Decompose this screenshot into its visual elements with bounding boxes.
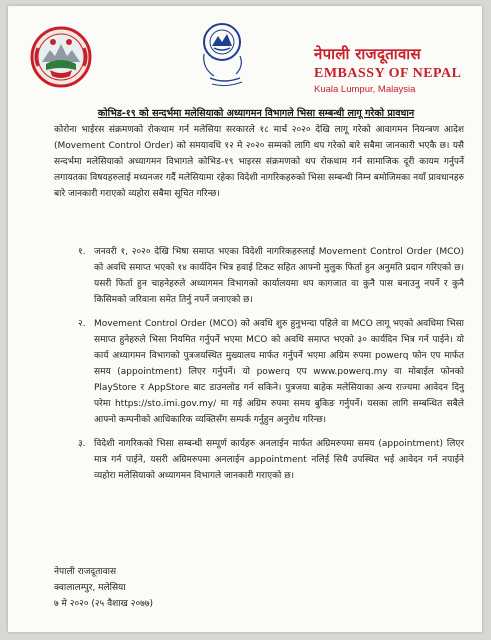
list-item [78,316,464,428]
provisions-list [78,244,464,492]
intro-paragraph: कोरोना भाईरस संक्रमणको रोकथाम गर्न मलेसिया सरकारले १८ मार्च २०२० देखि लागू गरेको आवागमन नियन्त्रण आदेश (Movement Control Order) को समयावधि १२ मे २०२० सम्मको लागि थप गरेको बारे सबैमा जानकारी भएकै छ। यसै सन्दर्भमा मलेसियाको अध्यागमन विभागले कोभिड-१९ भाइरस संक्रमणको थप रोकथाम गर्न सामाजिक दूरी कायम गर्नुपर्ने लगायतका विषयहरुलाई मध्यनजर गर्दै मलेसियामा रहेका विदेशी नागरिकहरुको भिसा सम्बन्धी निम्न बमोजिमका नयाँ प्रावधानहरु बारे जानकारी गराएको व्यहोरा सबैमा सूचित गरिन्छ। [54,125,464,199]
list-item [78,436,464,484]
letterhead [314,44,464,95]
list-item-text: जनवरी १, २०२० देखि भिषा समाप्त भएका विदेशी नागरिकहरुलाई Movement Control Order (MCO) को अवधि समाप्त भएको १४ कार्यदिन भित्र हवाई टिकट सहित आफ्नो मुलुक फिर्ता हुन अनुमति प्रदान गरिएको छ। यसरी फिर्ता हुन चाहनेहरुले अध्यागमन विभागको कार्यालयमा थप कागजात वा कुनै पास बनाउनु नपर्ने र कुनै किसिमको जरिवाना समेत तिर्नु नपर्ने जनाएको छ। [94,247,464,305]
embassy-location: Kuala Lumpur, Malaysia [314,84,416,95]
signature-city: क्वालालम्पुर, मलेसिया [54,583,126,593]
embassy-seal-stamp [190,18,260,90]
list-item-number: १. [78,247,86,257]
letter-page [8,6,482,632]
list-item [78,244,464,308]
embassy-name-en: EMBASSY OF NEPAL [314,66,462,81]
list-item-number: ३. [78,439,86,449]
list-item-number: २. [78,319,86,329]
notice-title: कोभिड-१९ को सन्दर्भमा मलेसियाको अध्यागमन विभागले भिसा सम्बन्धी लागू गरेको प्रावधान [97,108,415,119]
list-item-text: विदेशी नागरिकको भिसा सम्बन्धी सम्पूर्ण कार्यहरु अनलाईन मार्फत अग्रिमरुपमा समय (appointment) लिएर मात्र गर्न पाईने, यसरी अग्रिमरुपमा अनलाईन appointment नलिई सिधै उपस्थित भई आवेदन गर्न नपाईने व्यहोरा मलेसियाको अध्यागमन विभागले जानकारी गराएको छ। [94,439,464,481]
signature-block [54,564,153,612]
nepal-emblem-logo [30,26,92,88]
signature-date: ७ मे २०२० (२५ वैशाख २०७७) [54,599,154,609]
signature-name: नेपाली राजदूतावास [54,567,117,577]
list-item-text: Movement Control Order (MCO) को अवधि शुरु हुनुभन्दा पहिले वा MCO लागू भएको अवधिमा भिसा समाप्त हुनेहरुले भिसा नियमित गर्नुपर्ने भएमा MCO को अवधि समाप्त भएको ३० कार्यदिन भित्र गर्न पाईने। यो कार्य अध्यागमन विभागको पुत्रजयस्थित मुख्यालय मार्फत गर्नुपर्ने भएमा अग्रिम रुपमा powerq फोन एप मार्फत समय (appointment) लिएर गर्नुपर्ने। यो powerq एप www.powerq.my वा मोबाईल फोनको PlayStore र AppStore बाट डाउनलोड गर्न सकिने। पुत्रजया बाहेक मलेसियाका अन्य राज्यमा आवेदन दिनु परेमा https://sto.imi.gov.my/ मा गई अग्रिम रुपमा समय बुकिङ गर्नुपर्ने। यसका लागि सम्बन्धित सबैले आफ्नो कम्पनीको आधिकारिक व्यक्तिसँग सम्पर्क गर्नुहुन अनुरोध गरिन्छ। [94,319,464,425]
embassy-name-np: नेपाली राजदूतावास [314,45,421,63]
